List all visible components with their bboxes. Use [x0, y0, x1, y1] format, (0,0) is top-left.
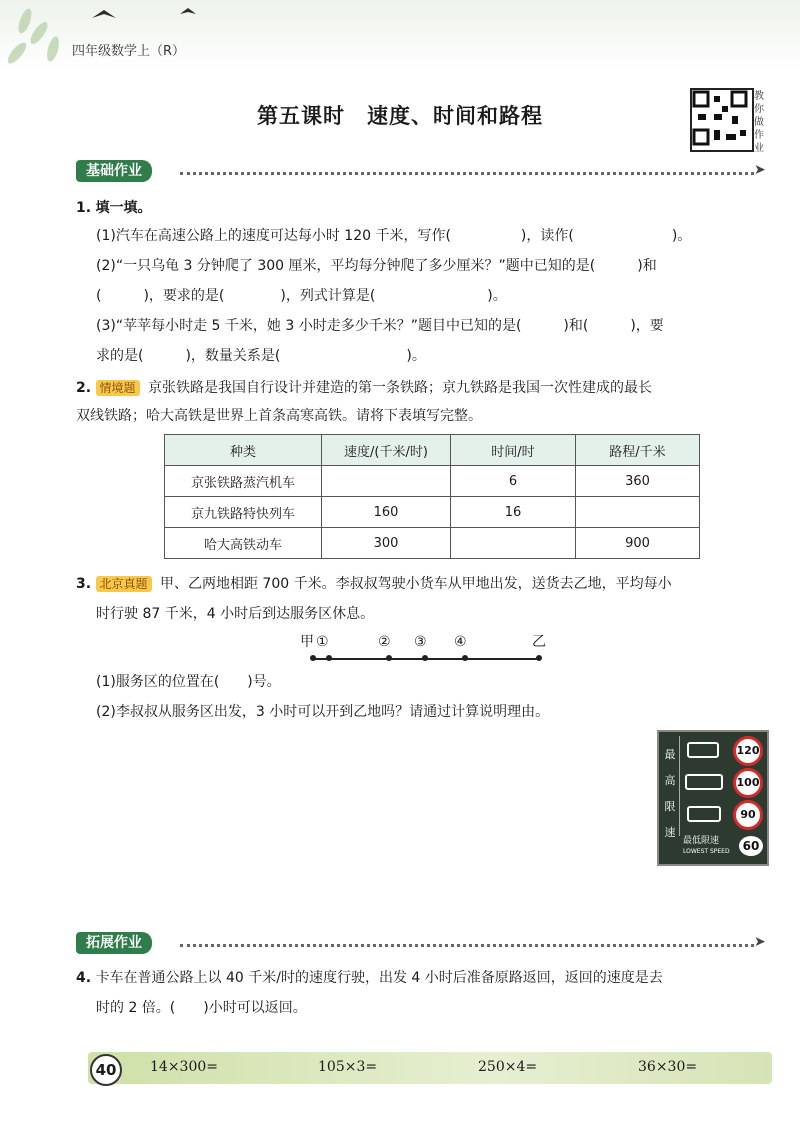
grade-label: 四年级数学上（R） — [72, 44, 186, 59]
q1-line: (2)“一只乌龟 3 分钟爬了 300 厘米，平均每分钟爬了多少厘米？”题中已知的是( )和 — [96, 258, 657, 274]
railway-table — [164, 434, 700, 559]
table-row — [165, 497, 700, 528]
route-dot — [310, 655, 316, 661]
question-number: 4. — [76, 970, 92, 986]
table-row — [165, 528, 700, 559]
q3-line1 — [76, 574, 672, 594]
route-dot — [536, 655, 542, 661]
section-tag-basic: 基础作业 — [76, 160, 152, 182]
table-header: 时间/时 — [451, 435, 576, 466]
willow-leaf-icon — [5, 40, 29, 66]
min-speed-value: 60 — [739, 836, 763, 856]
swallow-birds-icon — [90, 4, 210, 30]
table-cell: 160 — [322, 497, 451, 528]
sign-side-char: 速 — [664, 826, 676, 839]
table-header-row — [165, 435, 700, 466]
table-header: 种类 — [165, 435, 322, 466]
q2-text: 京张铁路是我国自行设计并建造的第一条铁路；京九铁路是我国一次性建成的最长 — [147, 380, 652, 396]
page-title: 第五课时 速度、时间和路程 — [257, 104, 543, 128]
q3-badge: 北京真题 — [96, 576, 152, 592]
sign-divider — [679, 736, 680, 836]
mental-calc: 14×300= — [150, 1059, 218, 1075]
page-number: 40 — [90, 1054, 122, 1086]
route-point-label: ② — [378, 634, 391, 650]
sign-side-label — [663, 742, 677, 846]
question-number: 3. — [76, 576, 92, 592]
car-icon — [687, 742, 719, 758]
table-cell: 300 — [322, 528, 451, 559]
question-number: 1. — [76, 200, 92, 216]
min-speed-label-en: LOWEST SPEED — [683, 848, 730, 855]
q1-line: 求的是( )，数量关系是( )。 — [96, 348, 426, 364]
q1-line: ( )，要求的是( )，列式计算是( )。 — [96, 288, 507, 304]
section-divider — [180, 944, 754, 947]
q4-text: 卡车在普通公路上以 40 千米/时的速度行驶，出发 4 小时后准备原路返回，返回的速度是去 — [95, 970, 663, 986]
route-start-label: 甲 — [300, 634, 314, 650]
q2-badge: 情境题 — [96, 380, 140, 396]
route-dot — [326, 655, 332, 661]
route-dot — [386, 655, 392, 661]
speed-limit-90: 90 — [733, 800, 763, 830]
q3-sub2: (2)李叔叔从服务区出发，3 小时可以开到乙地吗？请通过计算说明理由。 — [96, 704, 550, 720]
q2-line2: 双线铁路；哈大高铁是世界上首条高寒高铁。请将下表填写完整。 — [76, 408, 482, 424]
route-diagram — [300, 632, 560, 668]
section-divider — [180, 172, 754, 175]
mental-calc: 250×4= — [478, 1059, 538, 1075]
mental-calc: 36×30= — [638, 1059, 698, 1075]
arrow-right-icon: ➤ — [754, 162, 766, 178]
willow-leaf-icon — [45, 35, 61, 63]
table-cell-blank[interactable] — [576, 497, 700, 528]
willow-leaf-icon — [16, 7, 34, 35]
table-cell: 16 — [451, 497, 576, 528]
qr-code-icon[interactable] — [690, 88, 754, 152]
route-point-label: ① — [316, 634, 329, 650]
table-cell: 6 — [451, 466, 576, 497]
question-number: 2. — [76, 380, 92, 396]
table-header: 路程/千米 — [576, 435, 700, 466]
q1-line: (1)汽车在高速公路上的速度可达每小时 120 千米，写作( )，读作( )。 — [96, 228, 692, 244]
bus-icon — [685, 774, 723, 790]
route-dot — [462, 655, 468, 661]
table-cell-blank[interactable] — [451, 528, 576, 559]
route-point-label: ③ — [414, 634, 427, 650]
route-dot — [422, 655, 428, 661]
qr-caption: 教你做作业 — [754, 91, 764, 154]
arrow-right-icon: ➤ — [754, 934, 766, 950]
table-cell: 900 — [576, 528, 700, 559]
table-header: 速度/(千米/时) — [322, 435, 451, 466]
speed-limit-100: 100 — [733, 768, 763, 798]
q1-title: 填一填。 — [95, 200, 152, 216]
speed-limit-sign — [657, 730, 769, 866]
table-row — [165, 466, 700, 497]
q4-line1 — [76, 968, 663, 988]
q3-line2: 时行驶 87 千米，4 小时后到达服务区休息。 — [96, 606, 375, 622]
table-cell: 京张铁路蒸汽机车 — [165, 466, 322, 497]
table-cell: 哈大高铁动车 — [165, 528, 322, 559]
route-point-label: ④ — [454, 634, 467, 650]
speed-limit-120: 120 — [733, 736, 763, 766]
section-tag-extended: 拓展作业 — [76, 932, 152, 954]
willow-leaf-icon — [27, 19, 50, 46]
sign-side-char: 高 — [664, 774, 676, 787]
q3-text: 甲、乙两地相距 700 千米。李叔叔驾驶小货车从甲地出发，送货去乙地，平均每小 — [159, 576, 672, 592]
route-end-label: 乙 — [532, 634, 546, 650]
q2-line1 — [76, 378, 652, 398]
sign-side-char: 最 — [664, 748, 676, 761]
sign-side-char: 限 — [664, 800, 676, 813]
table-cell-blank[interactable] — [322, 466, 451, 497]
q4-line2: 时的 2 倍。( )小时可以返回。 — [96, 1000, 307, 1016]
q1-heading — [76, 198, 152, 218]
q3-sub1: (1)服务区的位置在( )号。 — [96, 674, 281, 690]
truck-icon — [687, 806, 721, 822]
table-cell: 360 — [576, 466, 700, 497]
header-decoration — [0, 0, 800, 70]
q1-line: (3)“苹苹每小时走 5 千米，她 3 小时走多少千米？”题目中已知的是( )和( )，要 — [96, 318, 664, 334]
mental-calc: 105×3= — [318, 1059, 378, 1075]
min-speed-label: 最低限速 — [683, 836, 720, 846]
table-cell: 京九铁路特快列车 — [165, 497, 322, 528]
